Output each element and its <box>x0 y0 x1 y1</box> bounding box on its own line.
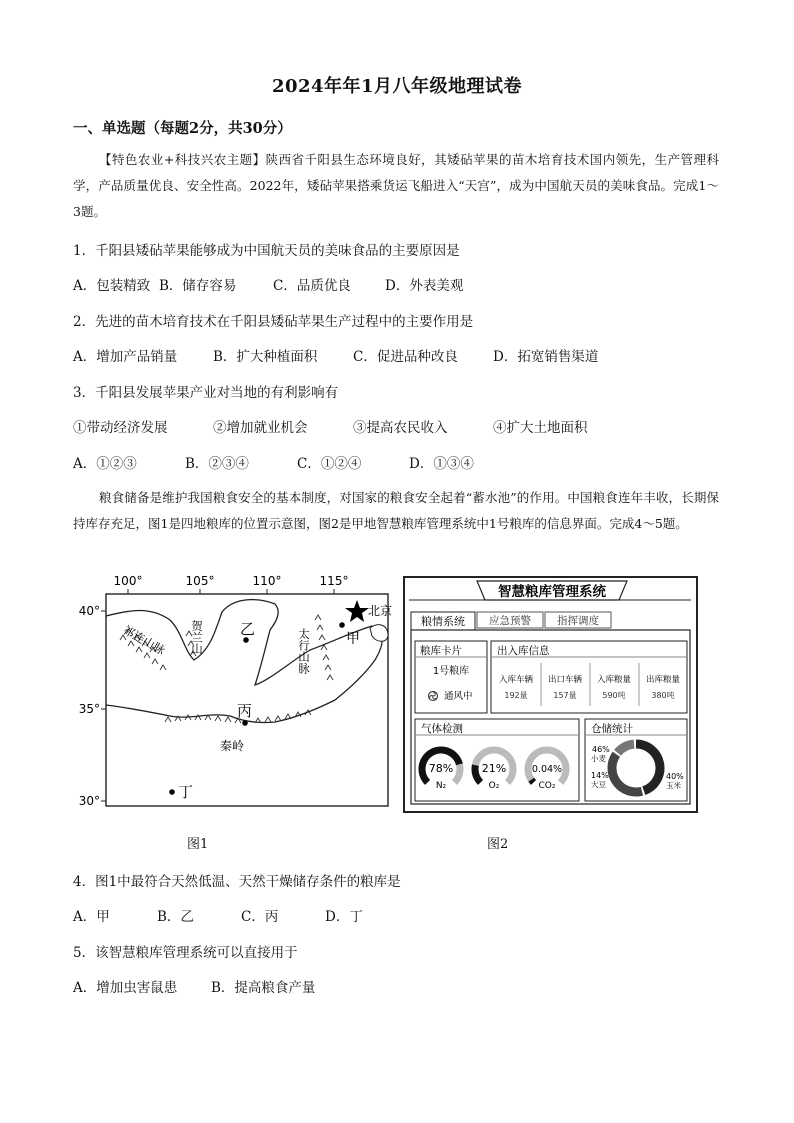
gas-title: 气体检测 <box>421 723 463 735</box>
q3-item-4: ④扩大土地面积 <box>493 420 588 436</box>
q3-item-1: ①带动经济发展 <box>73 420 168 436</box>
gas-gauge-label: N₂ <box>435 781 447 791</box>
question-5-stem: 5．该智慧粮库管理系统可以直接用于 <box>73 945 298 961</box>
storage-wheat-label: 小麦 <box>591 754 606 763</box>
gas-gauge-fill <box>531 780 533 783</box>
figure-1-map <box>70 570 400 815</box>
storage-corn-label: 玉米 <box>666 781 681 790</box>
q2-option-a[interactable]: A．增加产品销量 <box>73 349 178 365</box>
storage-corn-value: 40% <box>666 772 684 781</box>
q5-option-b[interactable]: B．提高粮食产量 <box>211 980 316 996</box>
exam-title: 2024年年1月八年级地理试卷 <box>271 76 523 97</box>
q3-item-3: ③提高农民收入 <box>353 420 448 436</box>
figure-1-caption: 图1 <box>187 837 209 852</box>
gas-gauge-value: 21% <box>481 762 507 775</box>
q1-option-d[interactable]: D．外表美观 <box>385 278 464 294</box>
passage-grain: 粮食储备是维护我国粮食安全的基本制度，对国家的粮食安全起着“蓄水池”的作用。中国粮食连年丰收，长期保持库存充足，图1是四地粮库的位置示意图，图2是甲地智慧粮库管理系统中1号粮库的信息界面。完成4～5题。 <box>73 490 719 531</box>
storage-title: 仓储统计 <box>591 723 633 735</box>
inout-col-4-value: 380吨 <box>651 691 675 700</box>
inout-col-3-value: 590吨 <box>602 691 626 700</box>
question-1-options <box>73 274 463 294</box>
question-4-options <box>73 905 363 925</box>
section-heading-single-choice: 一、单选题（每题2分，共30分） <box>73 120 292 137</box>
place-ding: 丁 <box>178 783 194 801</box>
q4-option-d[interactable]: D．丁 <box>325 909 363 925</box>
inout-col-2-label: 出口车辆 <box>547 675 583 685</box>
question-2-options <box>73 345 598 365</box>
lon-label-110: 110° <box>252 574 282 588</box>
taihang-mountains-label: 太行山脉 <box>297 628 311 674</box>
q4-option-b[interactable]: B．乙 <box>157 909 194 925</box>
question-3-items <box>73 416 588 436</box>
storage-wheat-value: 46% <box>592 745 610 754</box>
inout-col-2-value: 157量 <box>553 691 577 700</box>
inout-col-3-label: 入库粮量 <box>596 675 632 685</box>
lon-label-100: 100° <box>113 574 143 588</box>
figure-2-caption: 图2 <box>487 837 509 852</box>
point-yi <box>243 637 249 643</box>
question-5-options <box>73 976 315 996</box>
question-1-stem: 1．千阳县矮砧苹果能够成为中国航天员的美味食品的主要原因是 <box>73 243 460 259</box>
q3-option-a[interactable]: A．①②③ <box>73 456 137 472</box>
question-2-stem: 2．先进的苗木培育技术在千阳县矮砧苹果生产过程中的主要作用是 <box>73 314 474 330</box>
gas-gauge-value: 78% <box>428 762 454 775</box>
q2-option-c[interactable]: C．促进品种改良 <box>353 349 458 365</box>
q3-option-b[interactable]: B．②③④ <box>185 456 249 472</box>
lon-label-115: 115° <box>319 574 349 588</box>
system-title: 智慧粮库管理系统 <box>498 584 606 600</box>
qilian-mountains-label: 祁连山脉 <box>120 622 168 658</box>
inout-title: 出入库信息 <box>497 645 550 657</box>
place-beijing: 北京 <box>368 604 393 618</box>
inout-col-4-label: 出库粮量 <box>645 675 681 685</box>
place-yi: 乙 <box>240 620 256 638</box>
q3-item-2: ②增加就业机会 <box>213 420 308 436</box>
granary-name: 1号粮库 <box>432 666 470 677</box>
point-ding <box>169 789 175 795</box>
q3-option-c[interactable]: C．①②④ <box>297 456 362 472</box>
place-jia: 甲 <box>346 631 360 647</box>
passage-apple: 【特色农业+科技兴农主题】陕西省千阳县生态环境良好，其矮砧苹果的苗木培育技术国内领先，生产管理科学，产品质量优良、安全性高。2022年，矮砧苹果搭乘货运飞船进入“天宫”，成为中国航天员的美味食品。完成1～3题。 <box>73 152 719 219</box>
q2-option-d[interactable]: D．拓宽销售渠道 <box>493 349 599 365</box>
tab-emergency-alert-label: 应急预警 <box>489 615 531 627</box>
point-jia <box>339 622 345 628</box>
q4-option-a[interactable]: A．甲 <box>73 909 110 925</box>
helan-mountain-label: 贺兰山 <box>190 620 204 655</box>
place-bing: 丙 <box>237 702 253 720</box>
granary-card-title: 粮库卡片 <box>420 645 462 657</box>
q2-option-b[interactable]: B．扩大种植面积 <box>213 349 318 365</box>
lon-label-105: 105° <box>185 574 215 588</box>
inout-col-1-value: 192量 <box>504 691 528 700</box>
q1-option-a[interactable]: A．包装精致 <box>73 278 151 294</box>
question-4-stem: 4．图1中最符合天然低温、天然干燥储存条件的粮库是 <box>73 874 401 890</box>
lat-label-35: 35° <box>78 702 100 716</box>
point-bing <box>242 720 248 726</box>
qinling-label: 秦岭 <box>220 739 245 753</box>
gas-gauge-label: O₂ <box>488 781 500 791</box>
q1-option-b[interactable]: B．储存容易 <box>159 278 237 294</box>
lat-label-40: 40° <box>78 604 100 618</box>
tab-command-dispatch-label: 指挥调度 <box>557 615 599 627</box>
system-panel-graphics <box>405 578 696 811</box>
figure-2-system-panel <box>403 576 698 813</box>
question-3-options <box>73 452 474 472</box>
granary-status: 通风中 <box>444 691 473 702</box>
gas-gauge-value: 0.04% <box>531 764 563 775</box>
gas-gauge-label: CO₂ <box>538 781 556 791</box>
q3-option-d[interactable]: D．①③④ <box>409 456 474 472</box>
storage-soy-label: 大豆 <box>591 780 606 789</box>
question-3-stem: 3．千阳县发展苹果产业对当地的有利影响有 <box>73 385 339 401</box>
inout-col-1-label: 入库车辆 <box>498 675 534 685</box>
q5-option-a[interactable]: A．增加虫害鼠患 <box>73 980 178 996</box>
tab-grain-status-label: 粮情系统 <box>421 615 465 628</box>
storage-soy-value: 14% <box>591 771 609 780</box>
q1-option-c[interactable]: C．品质优良 <box>273 278 351 294</box>
q4-option-c[interactable]: C．丙 <box>241 909 279 925</box>
lat-label-30: 30° <box>78 794 100 808</box>
